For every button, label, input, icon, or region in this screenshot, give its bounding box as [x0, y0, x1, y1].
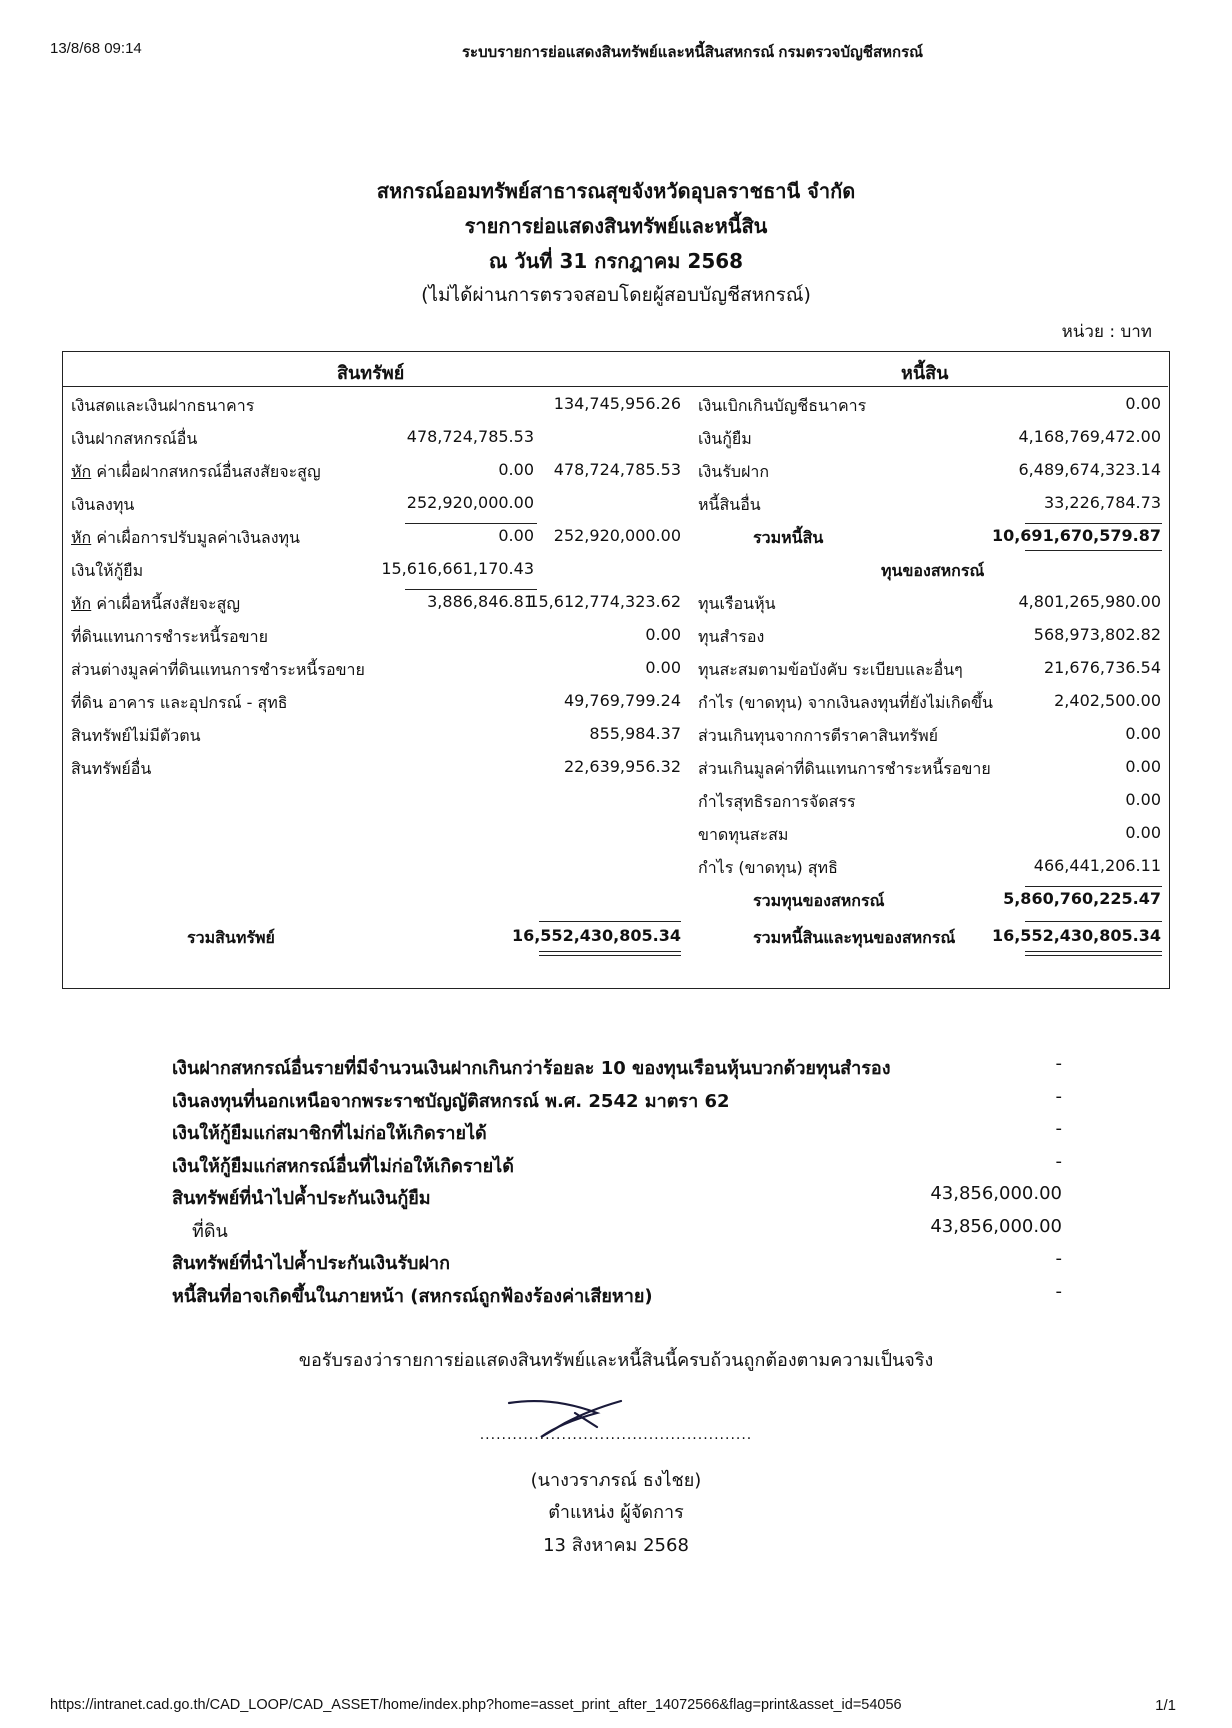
- asset-row-label: [71, 493, 134, 518]
- note-label: หนี้สินที่อาจเกิดขึ้นในภายหน้า (สหกรณ์ถูกฟ้องร้องค่าเสียหาย): [172, 1286, 653, 1307]
- asset-row-label: [71, 592, 240, 617]
- asset-net-value: 134,745,956.26: [553, 394, 681, 413]
- asset-label-text: เงินฝากสหกรณ์อื่น: [71, 429, 198, 448]
- note-label: เงินลงทุนที่นอกเหนือจากพระราชบัญญัติสหกรณ์ พ.ศ. 2542 มาตรา 62: [172, 1091, 730, 1112]
- asset-row-label: [71, 427, 197, 452]
- asset-label-text: ค่าเผื่อการปรับมูลค่าเงินลงทุน: [91, 528, 300, 547]
- equity-total-line: [1025, 886, 1162, 887]
- note-label: สินทรัพย์ที่นำไปค้ำประกันเงินรับฝาก: [172, 1253, 450, 1274]
- asset-label-text: ค่าเผื่อฝากสหกรณ์อื่นสงสัยจะสูญ: [91, 462, 321, 481]
- asset-net-value: 15,612,774,323.62: [528, 592, 681, 611]
- header-divider: [63, 386, 1168, 387]
- print-datetime: 13/8/68 09:14: [50, 40, 142, 57]
- asset-label-text: เงินลงทุน: [71, 495, 135, 514]
- liability-row-value: 6,489,674,323.14: [1018, 460, 1161, 479]
- equity-row-value: 0.00: [1125, 790, 1161, 809]
- grand-total-line: [1025, 921, 1162, 922]
- print-url: https://intranet.cad.go.th/CAD_LOOP/CAD_ASSET/home/index.php?home=asset_print_after_14072566&flag=print&asset_id=54056: [50, 1697, 902, 1713]
- asset-gross-value: 252,920,000.00: [406, 493, 534, 512]
- equity-row-label: กำไร (ขาดทุน) สุทธิ: [698, 858, 838, 877]
- liability-row-label: หนี้สินอื่น: [698, 495, 761, 514]
- assets-total-line: [539, 921, 681, 922]
- asset-label-text: ที่ดิน อาคาร และอุปกรณ์ - สุทธิ: [71, 693, 288, 712]
- asset-net-value: 22,639,956.32: [563, 757, 681, 776]
- audit-note: (ไม่ได้ผ่านการตรวจสอบโดยผู้สอบบัญชีสหกรณ์): [421, 284, 811, 306]
- equity-total-value: 5,860,760,225.47: [1003, 889, 1161, 908]
- asset-label-text: เงินสดและเงินฝากธนาคาร: [71, 396, 255, 415]
- equity-total-label: รวมทุนของสหกรณ์: [753, 891, 885, 910]
- note-value: -: [1055, 1248, 1062, 1269]
- asset-net-value: 49,769,799.24: [563, 691, 681, 710]
- asset-row-label: [71, 460, 321, 485]
- asset-net-value: 0.00: [645, 658, 681, 677]
- note-value: -: [1055, 1053, 1062, 1074]
- deduct-prefix: หัก: [71, 462, 92, 481]
- deduct-prefix: หัก: [71, 594, 92, 613]
- certification-statement: ขอรับรองว่ารายการย่อแสดงสินทรัพย์และหนี้สินนี้ครบถ้วนถูกต้องตามความเป็นจริง: [298, 1350, 934, 1371]
- note-label: ที่ดิน: [192, 1221, 228, 1242]
- asset-row-label: [71, 559, 143, 584]
- deduct-prefix: หัก: [71, 528, 92, 547]
- assets-heading: สินทรัพย์: [337, 363, 405, 384]
- unit-label: หน่วย : บาท: [1061, 322, 1152, 342]
- coop-name: สหกรณ์ออมทรัพย์สาธารณสุขจังหวัดอุบลราชธานี จำกัด: [376, 179, 856, 203]
- liabilities-total-label: รวมหนี้สิน: [753, 528, 824, 547]
- assets-total-label: รวมสินทรัพย์: [187, 928, 275, 947]
- asset-gross-value: 15,616,661,170.43: [381, 559, 534, 578]
- note-value: -: [1055, 1118, 1062, 1139]
- liabilities-total-line-bottom: [1025, 550, 1162, 551]
- equity-row-label: กำไร (ขาดทุน) จากเงินลงทุนที่ยังไม่เกิดขึ้น: [698, 693, 993, 712]
- asset-row-label: [71, 394, 254, 419]
- note-label: เงินให้กู้ยืมแก่สหกรณ์อื่นที่ไม่ก่อให้เกิดรายได้: [172, 1156, 514, 1177]
- signer-position: ตำแหน่ง ผู้จัดการ: [548, 1502, 684, 1523]
- note-label: สินทรัพย์ที่นำไปค้ำประกันเงินกู้ยืม: [172, 1188, 431, 1209]
- equity-row-value: 466,441,206.11: [1033, 856, 1161, 875]
- asset-gross-value: 0.00: [498, 460, 534, 479]
- system-title: ระบบรายการย่อแสดงสินทรัพย์และหนี้สินสหกรณ์ กรมตรวจบัญชีสหกรณ์: [462, 44, 924, 61]
- equity-row-value: 568,973,802.82: [1033, 625, 1161, 644]
- equity-row-label: ส่วนเกินมูลค่าที่ดินแทนการชำระหนี้รอขาย: [698, 759, 991, 778]
- asset-label-text: สินทรัพย์อื่น: [71, 759, 152, 778]
- asset-net-value: 478,724,785.53: [553, 460, 681, 479]
- note-value: -: [1055, 1281, 1062, 1302]
- grand-total-double-line: [1025, 951, 1162, 956]
- asset-label-text: ค่าเผื่อหนี้สงสัยจะสูญ: [91, 594, 241, 613]
- liability-row-value: 4,168,769,472.00: [1018, 427, 1161, 446]
- liabilities-heading: หนี้สิน: [901, 363, 949, 384]
- asset-label-text: ส่วนต่างมูลค่าที่ดินแทนการชำระหนี้รอขาย: [71, 660, 365, 679]
- asset-net-value: 855,984.37: [589, 724, 681, 743]
- asset-gross-value: 3,886,846.81: [427, 592, 534, 611]
- note-value: -: [1055, 1086, 1062, 1107]
- liability-row-value: 0.00: [1125, 394, 1161, 413]
- note-label: เงินให้กู้ยืมแก่สมาชิกที่ไม่ก่อให้เกิดรายได้: [172, 1123, 487, 1144]
- asset-net-value: 252,920,000.00: [553, 526, 681, 545]
- signature-date: 13 สิงหาคม 2568: [543, 1535, 689, 1556]
- gross-subtotal-line: [405, 523, 537, 524]
- grand-total-value: 16,552,430,805.34: [991, 926, 1161, 945]
- report-date: ณ วันที่ 31 กรกฎาคม 2568: [488, 249, 744, 273]
- note-value: 43,856,000.00: [930, 1216, 1062, 1237]
- page-number: 1/1: [1155, 1697, 1176, 1714]
- note-value: -: [1055, 1151, 1062, 1172]
- equity-row-label: กำไรสุทธิรอการจัดสรร: [698, 792, 856, 811]
- asset-row-label: [71, 724, 201, 749]
- asset-row-label: [71, 691, 288, 716]
- equity-row-label: ส่วนเกินทุนจากการตีราคาสินทรัพย์: [698, 726, 938, 745]
- assets-total-double-line: [539, 951, 681, 956]
- asset-row-label: [71, 625, 268, 650]
- note-label: เงินฝากสหกรณ์อื่นรายที่มีจำนวนเงินฝากเกินกว่าร้อยละ 10 ของทุนเรือนหุ้นบวกด้วยทุนสำรอง: [172, 1058, 891, 1079]
- asset-row-label: [71, 757, 151, 782]
- equity-row-value: 2,402,500.00: [1054, 691, 1161, 710]
- equity-row-value: 0.00: [1125, 724, 1161, 743]
- asset-net-value: 0.00: [645, 625, 681, 644]
- balance-sheet-table: [62, 351, 1170, 989]
- equity-row-value: 4,801,265,980.00: [1018, 592, 1161, 611]
- liability-row-label: เงินรับฝาก: [698, 462, 770, 481]
- asset-label-text: สินทรัพย์ไม่มีตัวตน: [71, 726, 201, 745]
- liabilities-total-line-top: [1025, 523, 1162, 524]
- gross-subtotal-line: [405, 589, 537, 590]
- liabilities-total-value: 10,691,670,579.87: [991, 526, 1161, 545]
- asset-gross-value: 478,724,785.53: [406, 427, 534, 446]
- asset-row-label: [71, 526, 300, 551]
- asset-label-text: เงินให้กู้ยืม: [71, 561, 144, 580]
- note-value: 43,856,000.00: [930, 1183, 1062, 1204]
- signer-name: (นางวราภรณ์ ธงไชย): [530, 1470, 702, 1491]
- liability-row-value: 33,226,784.73: [1043, 493, 1161, 512]
- asset-gross-value: 0.00: [498, 526, 534, 545]
- equity-row-label: ทุนเรือนหุ้น: [698, 594, 776, 613]
- equity-row-value: 0.00: [1125, 757, 1161, 776]
- equity-row-label: ทุนสะสมตามข้อบังคับ ระเบียบและอื่นๆ: [698, 660, 963, 679]
- equity-row-value: 0.00: [1125, 823, 1161, 842]
- asset-label-text: ที่ดินแทนการชำระหนี้รอขาย: [71, 627, 268, 646]
- equity-row-value: 21,676,736.54: [1043, 658, 1161, 677]
- equity-heading: ทุนของสหกรณ์: [881, 561, 985, 580]
- signature-line: ..................................................: [479, 1427, 753, 1443]
- report-title: รายการย่อแสดงสินทรัพย์และหนี้สิน: [464, 214, 768, 238]
- liability-row-label: เงินเบิกเกินบัญชีธนาคาร: [698, 396, 867, 415]
- grand-total-label: รวมหนี้สินและทุนของสหกรณ์: [753, 928, 956, 947]
- assets-total-value: 16,552,430,805.34: [511, 926, 681, 945]
- asset-row-label: [71, 658, 365, 683]
- equity-row-label: ทุนสำรอง: [698, 627, 765, 646]
- liability-row-label: เงินกู้ยืม: [698, 429, 752, 448]
- equity-row-label: ขาดทุนสะสม: [698, 825, 789, 844]
